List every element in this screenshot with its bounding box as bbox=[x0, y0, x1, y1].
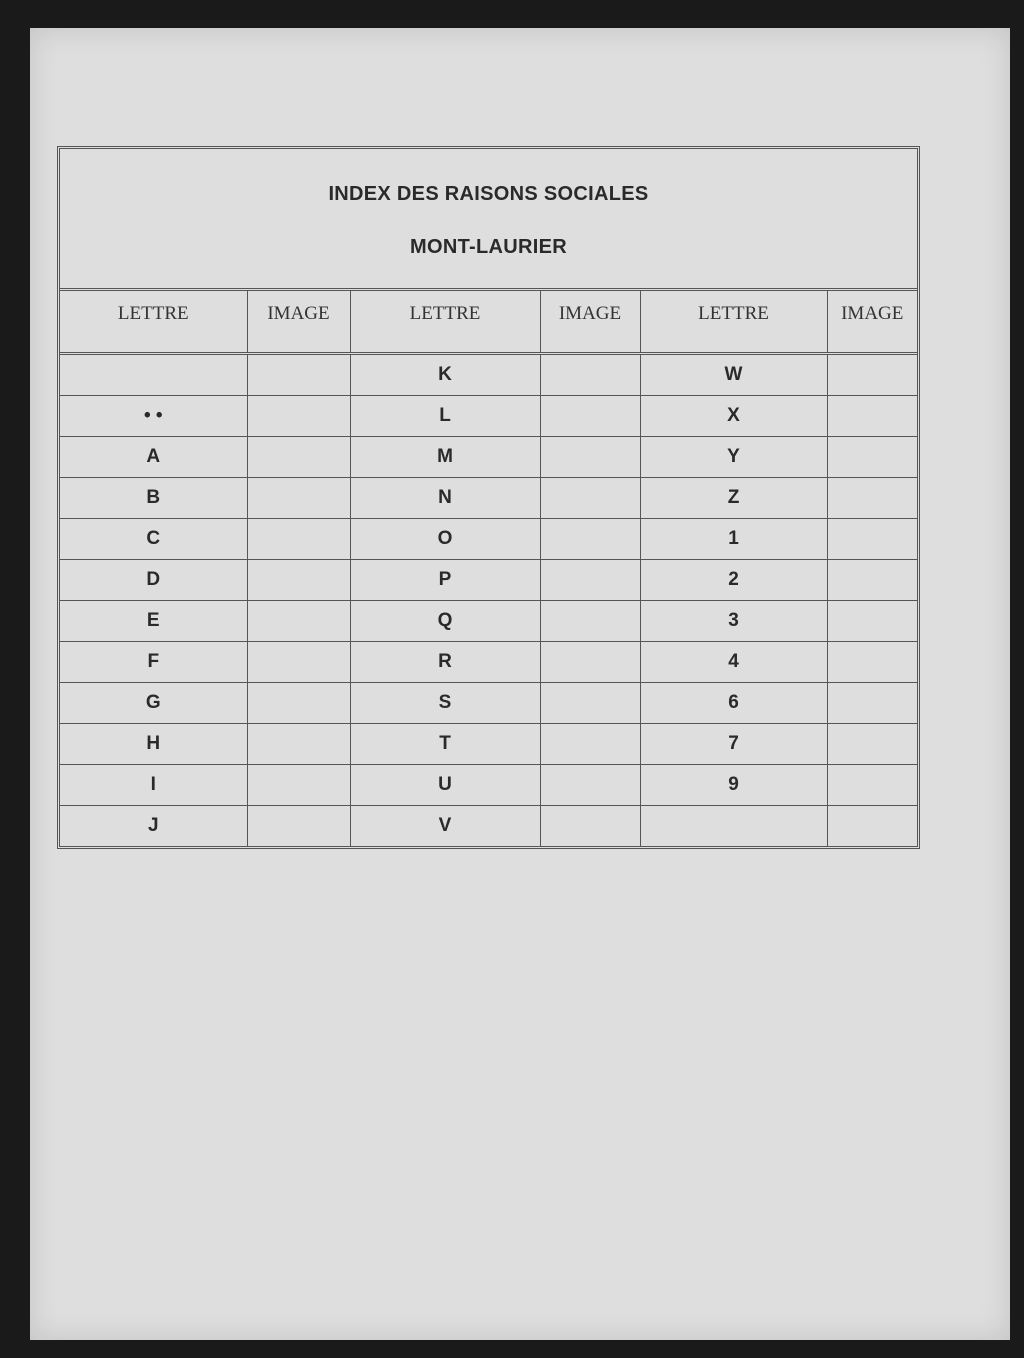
image-cell bbox=[827, 641, 917, 682]
letter-cell: 2 bbox=[640, 559, 827, 600]
header-cell: IMAGE bbox=[247, 291, 350, 353]
title-box bbox=[60, 149, 917, 291]
header-cell: IMAGE bbox=[540, 291, 640, 353]
letter-cell: • • bbox=[60, 395, 247, 436]
index-frame bbox=[57, 146, 920, 849]
letter-cell: 3 bbox=[640, 600, 827, 641]
header-cell: LETTRE bbox=[350, 291, 540, 353]
letter-cell bbox=[60, 353, 247, 395]
image-cell bbox=[540, 600, 640, 641]
letter-cell: 6 bbox=[640, 682, 827, 723]
image-cell bbox=[247, 805, 350, 846]
image-cell bbox=[540, 518, 640, 559]
letter-cell: K bbox=[350, 353, 540, 395]
letter-cell: M bbox=[350, 436, 540, 477]
image-cell bbox=[827, 764, 917, 805]
image-cell bbox=[540, 682, 640, 723]
letter-cell: S bbox=[350, 682, 540, 723]
image-cell bbox=[247, 764, 350, 805]
image-cell bbox=[540, 764, 640, 805]
image-cell bbox=[827, 436, 917, 477]
image-cell bbox=[827, 395, 917, 436]
image-cell bbox=[540, 353, 640, 395]
image-cell bbox=[540, 641, 640, 682]
image-cell bbox=[827, 353, 917, 395]
letter-cell: I bbox=[60, 764, 247, 805]
table-body bbox=[60, 353, 917, 846]
image-cell bbox=[540, 559, 640, 600]
image-cell bbox=[540, 805, 640, 846]
letter-cell: U bbox=[350, 764, 540, 805]
image-cell bbox=[247, 723, 350, 764]
image-cell bbox=[827, 805, 917, 846]
image-cell bbox=[540, 477, 640, 518]
table-row bbox=[60, 764, 917, 805]
letter-cell: A bbox=[60, 436, 247, 477]
document-title: INDEX DES RAISONS SOCIALES bbox=[328, 183, 649, 205]
table-row bbox=[60, 805, 917, 846]
image-cell bbox=[540, 436, 640, 477]
letter-cell: Q bbox=[350, 600, 540, 641]
image-cell bbox=[827, 682, 917, 723]
image-cell bbox=[247, 559, 350, 600]
table-row bbox=[60, 682, 917, 723]
image-cell bbox=[827, 723, 917, 764]
table-row bbox=[60, 518, 917, 559]
table-row bbox=[60, 353, 917, 395]
header-cell: IMAGE bbox=[827, 291, 917, 353]
letter-cell: J bbox=[60, 805, 247, 846]
table-row bbox=[60, 600, 917, 641]
image-cell bbox=[827, 600, 917, 641]
letter-cell: 1 bbox=[640, 518, 827, 559]
letter-cell: O bbox=[350, 518, 540, 559]
image-cell bbox=[247, 518, 350, 559]
letter-cell: X bbox=[640, 395, 827, 436]
letter-cell: 9 bbox=[640, 764, 827, 805]
letter-cell: D bbox=[60, 559, 247, 600]
letter-cell: W bbox=[640, 353, 827, 395]
table-row bbox=[60, 723, 917, 764]
letter-cell: F bbox=[60, 641, 247, 682]
letter-cell: Z bbox=[640, 477, 827, 518]
table-row bbox=[60, 395, 917, 436]
image-cell bbox=[247, 641, 350, 682]
letter-cell: 4 bbox=[640, 641, 827, 682]
letter-cell bbox=[640, 805, 827, 846]
letter-cell: N bbox=[350, 477, 540, 518]
table-row bbox=[60, 641, 917, 682]
letter-cell: V bbox=[350, 805, 540, 846]
table-row bbox=[60, 436, 917, 477]
header-cell: LETTRE bbox=[640, 291, 827, 353]
letter-cell: T bbox=[350, 723, 540, 764]
document-subtitle: MONT-LAURIER bbox=[410, 236, 567, 258]
image-cell bbox=[827, 559, 917, 600]
letter-cell: L bbox=[350, 395, 540, 436]
letter-cell: 7 bbox=[640, 723, 827, 764]
image-cell bbox=[247, 682, 350, 723]
letter-cell: B bbox=[60, 477, 247, 518]
letter-cell: E bbox=[60, 600, 247, 641]
image-cell bbox=[827, 477, 917, 518]
image-cell bbox=[540, 723, 640, 764]
image-cell bbox=[247, 395, 350, 436]
image-cell bbox=[247, 353, 350, 395]
index-table bbox=[60, 291, 917, 846]
letter-cell: Y bbox=[640, 436, 827, 477]
table-row bbox=[60, 559, 917, 600]
image-cell bbox=[247, 477, 350, 518]
letter-cell: G bbox=[60, 682, 247, 723]
image-cell bbox=[247, 436, 350, 477]
letter-cell: R bbox=[350, 641, 540, 682]
letter-cell: P bbox=[350, 559, 540, 600]
table-row bbox=[60, 477, 917, 518]
letter-cell: C bbox=[60, 518, 247, 559]
image-cell bbox=[247, 600, 350, 641]
header-row bbox=[60, 291, 917, 353]
image-cell bbox=[827, 518, 917, 559]
header-cell: LETTRE bbox=[60, 291, 247, 353]
letter-cell: H bbox=[60, 723, 247, 764]
image-cell bbox=[540, 395, 640, 436]
